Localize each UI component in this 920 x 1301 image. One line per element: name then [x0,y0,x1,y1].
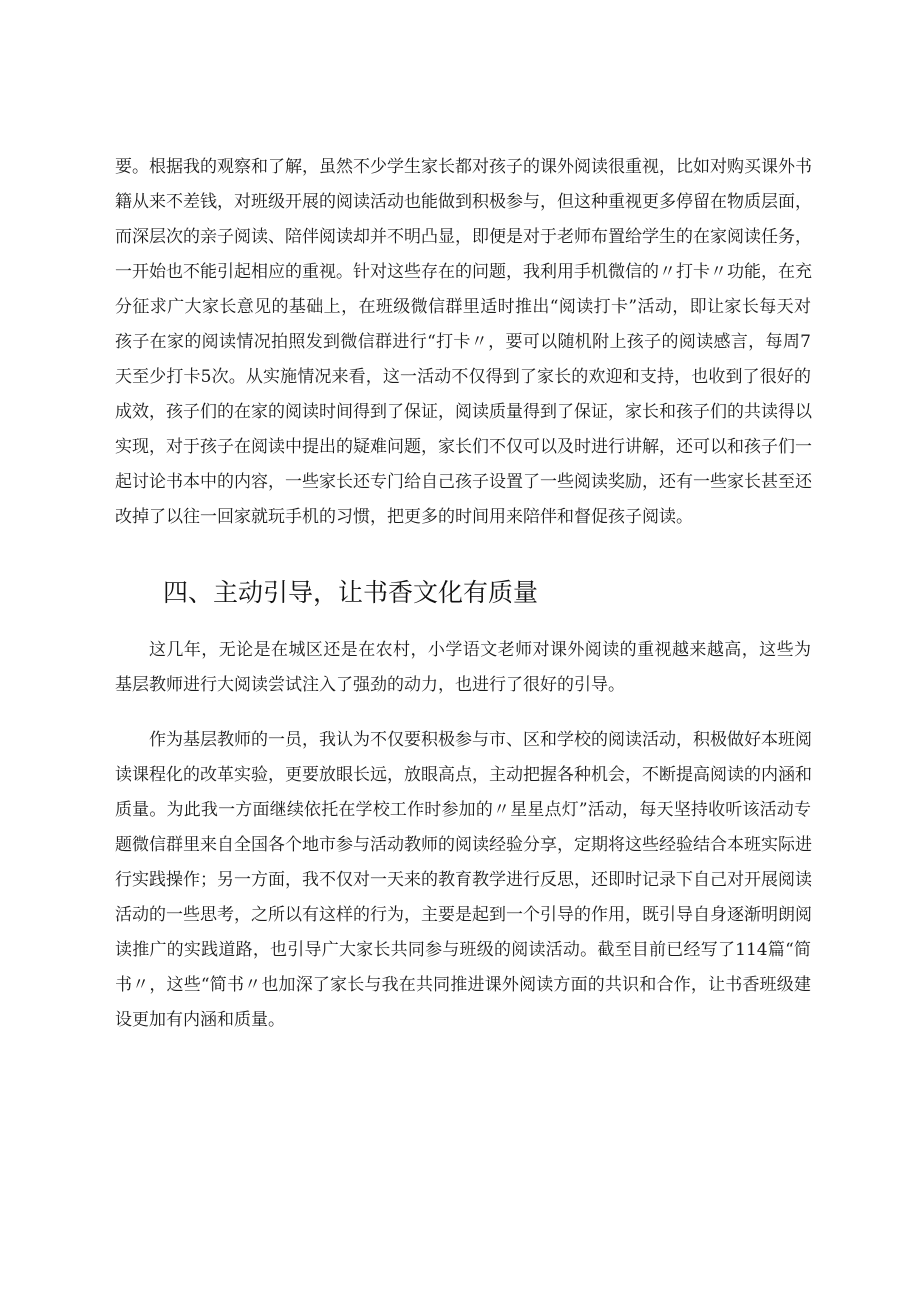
text-line: 行实践操作；另一方面，我不仅对一天来的教育教学进行反思，还即时记录下自己对开展阅读 [115,870,812,890]
text-line: 籍从来不差钱，对班级开展的阅读活动也能做到积极参与，但这种重视更多停留在物质层面， [115,192,812,212]
text-line: 设更加有内涵和质量。 [115,1010,285,1030]
paragraph-active-guidance [115,723,811,1038]
text-line: 题微信群里来自全国各个地市参与活动教师的阅读经验分享，定期将这些经验结合本班实际进 [115,835,812,855]
text-line: 读课程化的改革实验，更要放眼长远，放眼高点，主动把握各种机会，不断提高阅读的内涵和 [115,765,812,785]
text-line: 读推广的实践道路，也引导广大家长共同参与班级的阅读活动。截至目前已经写了114篇“简 [115,940,811,960]
text-line: 质量。为此我一方面继续依托在学校工作时参加的〃星星点灯”活动，每天坚持收听该活动专 [115,800,811,820]
paragraph-teacher-emphasis [115,633,811,703]
text-line: 书〃，这些“简书〃也加深了家长与我在共同推进课外阅读方面的共识和合作，让书香班级建 [115,975,811,995]
text-line: 活动的一些思考，之所以有这样的行为，主要是起到一个引导的作用，既引导自身逐渐明朗阅 [115,905,812,925]
text-line: 实现，对于孩子在阅读中提出的疑难问题，家长们不仅可以及时进行讲解，还可以和孩子们一 [115,437,812,457]
text-line: 天至少打卡5次。从实施情况来看，这一活动不仅得到了家长的欢迎和支持，也收到了很好的 [115,367,811,387]
paragraph-reading-checkin [115,150,811,535]
text-line: 作为基层教师的一员，我认为不仅要积极参与市、区和学校的阅读活动，积极做好本班阅 [149,730,812,750]
text-line: 一开始也不能引起相应的重视。针对这些存在的问题，我利用手机微信的〃打卡〃功能，在充 [115,262,812,282]
text-line: 成效，孩子们的在家的阅读时间得到了保证，阅读质量得到了保证，家长和孩子们的共读得以 [115,402,812,422]
text-line: 改掉了以往一回家就玩手机的习惯，把更多的时间用来陪伴和督促孩子阅读。 [115,507,693,527]
text-line: 这几年，无论是在城区还是在农村，小学语文老师对课外阅读的重视越来越高，这些为 [149,640,811,660]
document-page [115,150,811,1038]
section-heading: 四、主动引导，让书香文化有质量 [163,578,539,607]
text-line: 分征求广大家长意见的基础上，在班级微信群里适时推出“阅读打卡”活动，即让家长每天对 [115,297,811,317]
text-line: 基层教师进行大阅读尝试注入了强劲的动力，也进行了很好的引导。 [115,675,625,695]
text-line: 要。根据我的观察和了解，虽然不少学生家长都对孩子的课外阅读很重视，比如对购买课外书 [115,157,812,177]
text-line: 孩子在家的阅读情况拍照发到微信群进行“打卡〃，要可以随机附上孩子的阅读感言，每周7 [115,332,811,352]
text-line: 起讨论书本中的内容，一些家长还专门给自己孩子设置了一些阅读奖励，还有一些家长甚至还 [115,472,812,492]
text-line: 而深层次的亲子阅读、陪伴阅读却并不明凸显，即便是对于老师布置给学生的在家阅读任务， [115,227,812,247]
